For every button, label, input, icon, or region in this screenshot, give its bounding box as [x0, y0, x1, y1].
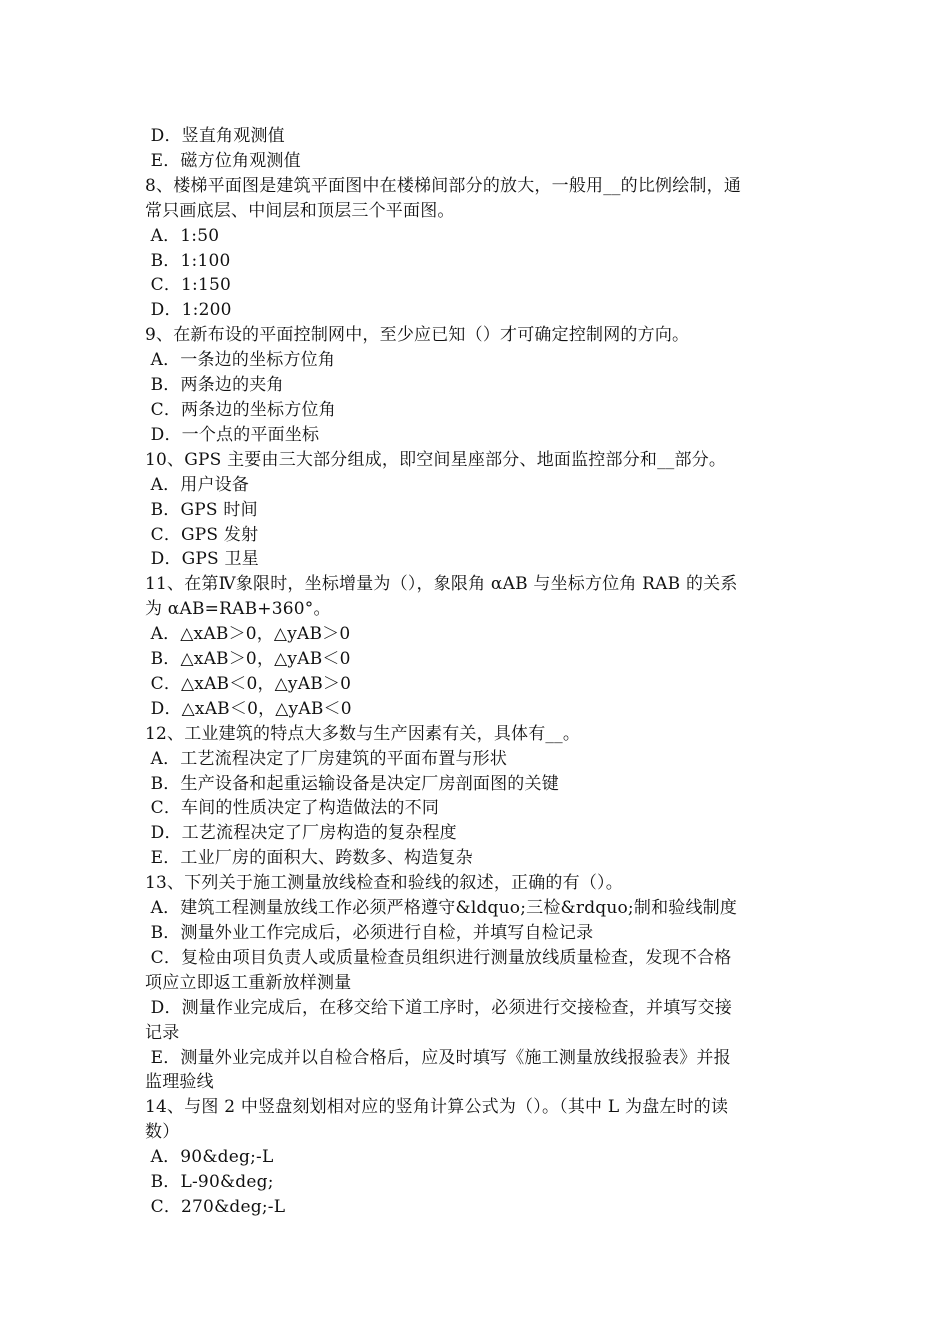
option-line: C．△xAB＜0，△yAB＞0 [145, 673, 352, 694]
option-line: E．磁方位角观测值 [145, 150, 301, 171]
question-line: 8、楼梯平面图是建筑平面图中在楼梯间部分的放大，一般用__的比例绘制，通 [145, 175, 742, 196]
option-line: C．复检由项目负责人或质量检查员组织进行测量放线质量检查，发现不合格 [145, 947, 732, 968]
option-line: E．测量外业完成并以自检合格后，应及时填写《施工测量放线报验表》并报 [145, 1047, 731, 1068]
option-line: B．生产设备和起重运输设备是决定厂房剖面图的关键 [145, 773, 559, 794]
option-line: C．GPS 发射 [145, 524, 259, 545]
question-line: 12、工业建筑的特点大多数与生产因素有关，具体有__。 [145, 723, 581, 744]
option-line: B．△xAB＞0，△yAB＜0 [145, 649, 351, 670]
option-line: C．两条边的坐标方位角 [145, 399, 336, 420]
option-line: A．工艺流程决定了厂房建筑的平面布置与形状 [145, 748, 508, 769]
question-line: 14、与图 2 中竖盘刻划相对应的竖角计算公式为（）。（其中 L 为盘左时的读 [145, 1097, 729, 1118]
option-line: E．工业厂房的面积大、跨数多、构造复杂 [145, 848, 473, 869]
option-line: A．90&deg;-L [145, 1147, 274, 1168]
option-line: C．车间的性质决定了构造做法的不同 [145, 798, 440, 819]
question-line: 数） [145, 1122, 180, 1143]
question-line: 10、GPS 主要由三大部分组成，即空间星座部分、地面监控部分和__部分。 [145, 449, 727, 470]
option-line: B．测量外业工作完成后，必须进行自检，并填写自检记录 [145, 923, 594, 943]
option-line: 项应立即返工重新放样测量 [145, 972, 352, 993]
option-line: A．建筑工程测量放线工作必须严格遵守&ldquo;三检&rdquo;制和验线制度 [145, 898, 738, 919]
option-line: A．用户设备 [145, 474, 250, 495]
option-line: A．△xAB＞0，△yAB＞0 [145, 624, 351, 645]
question-line: 为 αAB=RAB+360°。 [145, 599, 331, 620]
option-line: D．测量作业完成后，在移交给下道工序时，必须进行交接检查，并填写交接 [145, 997, 733, 1018]
question-line: 9、在新布设的平面控制网中，至少应已知（）才可确定控制网的方向。 [145, 325, 690, 346]
option-line: D．△xAB＜0，△yAB＜0 [145, 698, 352, 719]
option-line: B．1:100 [145, 250, 231, 271]
document-body [145, 124, 815, 1220]
question-line: 11、在第Ⅳ象限时，坐标增量为（），象限角 αAB 与坐标方位角 RAB 的关系 [145, 574, 738, 595]
option-line: 记录 [145, 1022, 180, 1043]
option-line: B．L-90&deg; [145, 1172, 274, 1193]
option-line: D．1:200 [145, 300, 232, 321]
option-line: A．1:50 [145, 225, 220, 246]
question-line: 13、下列关于施工测量放线检查和验线的叙述，正确的有（）。 [145, 873, 623, 894]
option-line: 监理验线 [145, 1072, 214, 1093]
option-line: C．1:150 [145, 275, 232, 296]
option-line: C．270&deg;-L [145, 1196, 286, 1217]
option-line: D．GPS 卫星 [145, 549, 259, 570]
option-line: D．工艺流程决定了厂房构造的复杂程度 [145, 823, 457, 844]
option-line: B．GPS 时间 [145, 499, 258, 520]
option-line: B．两条边的夹角 [145, 375, 284, 396]
option-line: A．一条边的坐标方位角 [145, 350, 336, 371]
option-line: D．一个点的平面坐标 [145, 424, 320, 445]
question-line: 常只画底层、中间层和顶层三个平面图。 [145, 200, 455, 221]
option-line: D．竖直角观测值 [145, 126, 285, 146]
